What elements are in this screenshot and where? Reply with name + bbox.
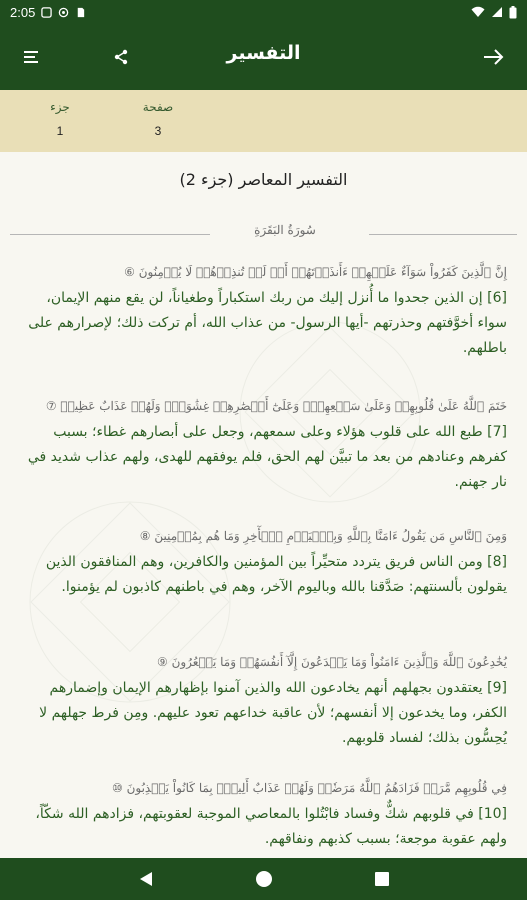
verse-block [20,396,507,495]
back-nav-button[interactable] [135,868,157,890]
forward-button[interactable] [481,44,507,70]
ayah-text: وَمِنَ ٱلنَّاسِ مَن يَقُولُ ءَامَنَّا بِٱللَّهِ وَبِٱلۡيَوۡمِ ٱلۡأٓخِرِ وَمَا هُم بِمُؤۡمِنِينَ ⑧ [139,529,507,543]
cast-icon [41,7,52,18]
divider-line-left [10,234,210,235]
wifi-icon [471,6,485,18]
tafsir-text: [10] في قلوبهم شكٌّ وفساد فابْتُلوا بالمعاصي الموجبة لعقوبتهم، فزادهم الله شكّاً، ولهم عقوبة موجعة؛ بسبب كذبهم ونفاقهم. [35,806,507,847]
page-info[interactable] [128,100,188,138]
recents-nav-button[interactable] [371,868,393,890]
ayah-text: خَتَمَ ٱللَّهُ عَلَىٰ قُلُوبِهِمۡ وَعَلَىٰ سَمۡعِهِمۡۖ وَعَلَىٰٓ أَبۡصَٰرِهِمۡ غِشَٰوَةٞۖ وَلَهُمۡ عَذَابٌ عَظِيمٞ ⑦ [45,399,507,413]
arrow-forward-icon [483,48,505,66]
recents-square-icon [375,872,389,886]
status-time: 2:05 [10,4,36,20]
juz-value: 1 [56,124,64,138]
divider-line-right [369,234,517,235]
home-nav-button[interactable] [253,868,275,890]
background-pattern [0,152,527,858]
tafsir-text: [6] إن الذين جحدوا ما أُنزل إليك من ربك استكباراً وطغياناً، لن يقع منهم الإيمان، سواء أخوَّفتهم وحذرتهم -أيها الرسول- من عذاب الله، أم تركت ذلك؛ لإصرارهم على باطلهم. [28,290,507,356]
tafsir-text: [8] ومن الناس فريق يتردد متحيِّراً بين المؤمنين والكافرين، وهم المنافقون الذين يقولون بألسنتهم: صَدَّقنا بالله وباليوم الآخر، وهم في باطنهم كاذبون لم يؤمنوا. [45,554,507,595]
battery-icon [509,6,517,19]
home-circle-icon [255,870,273,888]
surah-name: سُورَةُ البَقَرَةِ [254,223,316,237]
status-bar [0,0,527,24]
sd-card-icon [75,7,86,18]
tafsir-text: [9] يعتقدون بجهلهم أنهم يخادعون الله والذين آمنوا بإظهارهم الإيمان وإضمارهم الكفر، وما يخدعون إلا أنفسهم؛ لأن عاقبة خداعهم تعود عليهم. ومِن فرط جهلهم لا يُحِسُّون بذلك؛ لفساد قلوبهم. [39,680,507,746]
gps-icon [58,7,69,18]
juz-info[interactable] [30,100,90,138]
book-title: التفسير المعاصر (جزء 2) [179,170,348,189]
app-bar [0,24,527,90]
ayah-text: فِي قُلُوبِهِم مَّرَضٞ فَزَادَهُمُ ٱللَّهُ مَرَضٗاۖ وَلَهُمۡ عَذَابٌ أَلِيمُۢ بِمَا كَانُواْ يَكۡذِبُونَ ⑩ [112,781,507,795]
signal-icon [491,6,503,18]
info-panel [0,90,527,152]
tafsir-content[interactable] [0,152,527,858]
ayah-text: يُخَٰدِعُونَ ٱللَّهَ وَٱلَّذِينَ ءَامَنُواْ وَمَا يَخۡدَعُونَ إِلَّآ أَنفُسَهُمۡ وَمَا يَشۡعُرُونَ ⑨ [157,655,507,669]
verse-block [20,262,507,361]
back-triangle-icon [139,871,153,887]
page-label: صفحة [142,100,174,114]
verse-block [20,652,507,751]
page-title: التفسير [226,42,301,64]
surah-divider [10,218,517,248]
tafsir-text: [7] طبع الله على قلوب هؤلاء وعلى سمعهم، وجعل على أبصارهم غطاء؛ بسبب كفرهم وعنادهم من بعد ما تبيَّن لهم الحق، فلم يوفقهم للهدى، ولهم عذاب شديد في نار جهنم. [27,424,507,490]
page-value: 3 [154,124,162,138]
system-nav-bar [0,858,527,900]
verse-block [20,778,507,852]
ayah-text: إِنَّ ٱلَّذِينَ كَفَرُواْ سَوَآءٌ عَلَيۡهِمۡ ءَأَنذَرۡتَهُمۡ أَمۡ لَمۡ تُنذِرۡهُمۡ لَا يُؤۡمِنُونَ ⑥ [124,265,507,279]
juz-label: جزء [50,100,70,114]
verse-block [20,526,507,600]
